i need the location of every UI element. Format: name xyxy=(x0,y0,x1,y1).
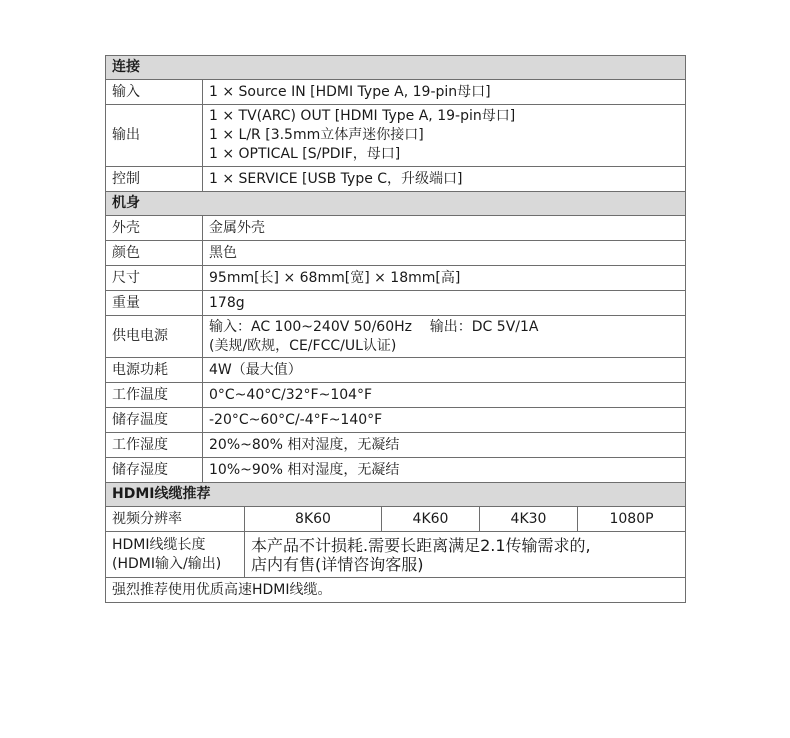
resolution-cell: 4K60 xyxy=(382,507,480,532)
row-size xyxy=(106,266,686,291)
row-label: 工作温度 xyxy=(106,383,203,408)
row-label: 控制 xyxy=(106,167,203,192)
footer-note: 强烈推荐使用优质高速HDMI线缆。 xyxy=(106,578,686,603)
row-value: 178g xyxy=(203,291,686,316)
row-label: 工作湿度 xyxy=(106,433,203,458)
resolution-cell: 8K60 xyxy=(245,507,382,532)
row-label: 输入 xyxy=(106,80,203,105)
row-output xyxy=(106,105,686,167)
resolution-cell: 1080P xyxy=(578,507,686,532)
row-label: 视频分辨率 xyxy=(106,507,245,532)
row-storage-temp xyxy=(106,408,686,433)
section-title: 机身 xyxy=(106,192,686,216)
row-input xyxy=(106,80,686,105)
row-label: 储存温度 xyxy=(106,408,203,433)
section-connection xyxy=(106,56,686,80)
row-value xyxy=(245,532,686,578)
row-label: 尺寸 xyxy=(106,266,203,291)
row-value: 1 × SERVICE [USB Type C，升级端口] xyxy=(203,167,686,192)
row-control xyxy=(106,167,686,192)
power-line: (美规/欧规，CE/FCC/UL认证) xyxy=(209,337,397,354)
row-value: 黑色 xyxy=(203,241,686,266)
row-label: 储存湿度 xyxy=(106,458,203,483)
row-value: 4W（最大值） xyxy=(203,358,686,383)
row-value: 20%~80% 相对湿度，无凝结 xyxy=(203,433,686,458)
row-label: 外壳 xyxy=(106,216,203,241)
row-label xyxy=(106,532,245,578)
resolution-cell: 4K30 xyxy=(480,507,578,532)
section-hdmi xyxy=(106,483,686,507)
row-operating-temp xyxy=(106,383,686,408)
output-line: 1 × L/R [3.5mm立体声迷你接口] xyxy=(209,127,424,143)
row-value: 95mm[长] × 68mm[宽] × 18mm[高] xyxy=(203,266,686,291)
row-value xyxy=(203,105,686,167)
section-title: 连接 xyxy=(106,56,686,80)
row-value: 1 × Source IN [HDMI Type A, 19-pin母口] xyxy=(203,80,686,105)
row-cable-length xyxy=(106,532,686,578)
section-body xyxy=(106,192,686,216)
row-label: 供电电源 xyxy=(106,316,203,358)
row-power-supply xyxy=(106,316,686,358)
row-weight xyxy=(106,291,686,316)
row-storage-humidity xyxy=(106,458,686,483)
output-line: 1 × OPTICAL [S/PDIF，母口] xyxy=(209,146,401,162)
spec-table xyxy=(105,55,686,603)
row-value xyxy=(203,316,686,358)
row-label: 重量 xyxy=(106,291,203,316)
power-line: 输入：AC 100~240V 50/60Hz 输出：DC 5V/1A xyxy=(209,318,539,335)
row-resolution xyxy=(106,507,686,532)
section-title: HDMI线缆推荐 xyxy=(106,483,686,507)
cable-length-note-line: 店内有售(详情咨询客服) xyxy=(251,554,424,574)
cable-length-label-line: (HDMI输入/输出) xyxy=(112,555,222,572)
cable-length-note-line: 本产品不计损耗.需要长距离满足2.1传输需求的, xyxy=(251,535,591,555)
output-line: 1 × TV(ARC) OUT [HDMI Type A, 19-pin母口] xyxy=(209,108,516,124)
row-value: 0°C~40°C/32°F~104°F xyxy=(203,383,686,408)
row-operating-humidity xyxy=(106,433,686,458)
row-power-consumption xyxy=(106,358,686,383)
row-color xyxy=(106,241,686,266)
row-value: -20°C~60°C/-4°F~140°F xyxy=(203,408,686,433)
row-label: 电源功耗 xyxy=(106,358,203,383)
row-footer xyxy=(106,578,686,603)
cable-length-label-line: HDMI线缆长度 xyxy=(112,536,206,553)
row-label: 输出 xyxy=(106,105,203,167)
row-value: 金属外壳 xyxy=(203,216,686,241)
row-shell xyxy=(106,216,686,241)
row-value: 10%~90% 相对湿度，无凝结 xyxy=(203,458,686,483)
row-label: 颜色 xyxy=(106,241,203,266)
